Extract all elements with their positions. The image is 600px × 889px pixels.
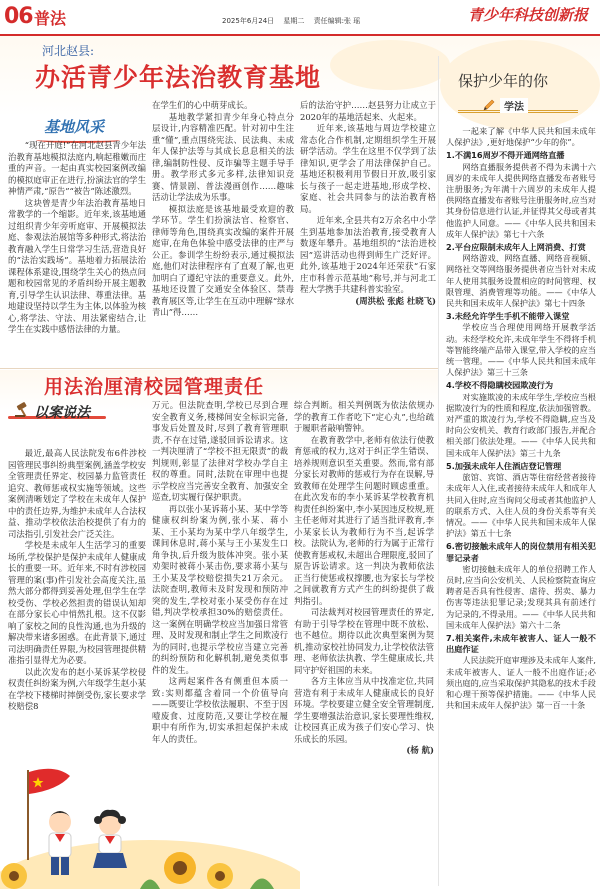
- law-item-text: 旅馆、宾馆、酒店等住宿经营者接待未成年人入住,或者接待未成年人和成年人共同入住时,应当询问父母或者其他监护人的联系方式、入住人员的身份关系等有关情况。——《中华人民共和国未成年人保护法》第五十七条: [446, 472, 596, 539]
- page-number: 06: [4, 4, 33, 29]
- paragraph: 近年来,全县共有2万余名中小学生到基地参加法治教育,接受教育人数逐年攀升。基地组织的“法治进校园”巡讲活动也得到师生广泛好评。此外,该基地于2024年还荣获“石家庄市科普示范基地”称号,并与河北工程大学携手共建科普实验室。: [300, 215, 436, 294]
- sidebar-kicker-label: 学法: [500, 98, 528, 113]
- page-header: [0, 0, 600, 38]
- paragraph: 各方主体应当从中找准定位,共同营造有利于未成年人健康成长的良好环境。学校要建立健全安全管理制度,学生要增强法治意识,家长要理性维权,让校园真正成为孩子们安心学习、快乐成长的乐园。: [294, 676, 434, 744]
- paragraph: 综合判断。相关判例既为依法依规办学的教育工作者吃下“定心丸”,也给疏于履职者敲响警钟。: [294, 400, 434, 433]
- sidebar-intro: 一起来了解《中华人民共和国未成年人保护法》,更好地保护“少年的你”。: [446, 126, 596, 148]
- law-item: [446, 150, 596, 240]
- base-showcase-subheading: [44, 116, 104, 137]
- paragraph: 这块曾是青少年法治教育基地日常教学的一个缩影。近年来,该基地通过组织青少年旁听庭审、开展模拟法庭、参观法治展馆等多种形式,将法治教育融入学生日常学习生活,营造良好的“法治实践场”。基地着力拓展法治课程体系建设,围绕学生关心的热点问题和校园常见的矛盾纠纷开展主题教育,引导学生认识法律、尊重法律。基地建设坚持以学生为主体,以体验为核心,将学法、守法、用法紧密结合,让学生在实践中感悟法律的力量。: [8, 197, 146, 334]
- paragraph: 学校是未成年人生活学习的重要场所,学校保护是保护未成年人健康成长的重要一环。近年来,不时有涉校园管理的案(事)件引发社会高度关注,虽然大部分都得到妥善处理,但学生在学校受伤、学校必然担责的错误认知却在部分家长心中悄然扎根。这不仅影响了家校之间的良性沟通,也为升级的解决带来诸多困惑。在此背景下,通过司法明确责任界限,为校园管理提供精准指引显得尤为必要。: [8, 540, 146, 665]
- top-story-column-1: [8, 140, 146, 366]
- byline: (周洪松 张彪 杜晓飞): [355, 295, 436, 306]
- pen-icon: [482, 98, 496, 112]
- paragraph: 最近,最高人民法院发布6件涉校园管理民事纠纷典型案例,涵盖学校安全管理责任界定、校园暴力监管责任追究、教师惩戒权实施等领域。这些案例清晰划定了学校在未成年人保护中的责任边界,为维护未成年人合法权益、推动学校依法治校提供了有力的司法指引,引发社会广泛关注。: [8, 448, 146, 539]
- paragraph: 近年来,该基地与周边学校建立常态化合作机制,定期组织学生开展研学活动。学生在这里不仅学到了法律知识,更学会了用法律保护自己。基地还积极利用节假日开放,吸引家长与孩子一起走进基地,形成学校、家庭、社会共同参与的法治教育格局。: [300, 123, 436, 214]
- law-item: [446, 311, 596, 378]
- paragraph: 模拟法庭是该基地最受欢迎的教学环节。学生们扮演法官、检察官、律师等角色,围绕真实改编的案件开展庭审,在角色体验中感受法律的庄严与公正。参训学生纷纷表示,通过模拟法庭,他们对法律程序有了直观了解,也更加明白了遵纪守法的重要意义。此外,基地还设置了交通安全体验区、禁毒教育展区等,让学生在互动中理解“绿水青山”得……: [152, 203, 294, 317]
- law-item: [446, 633, 596, 711]
- paragraph: 在教育教学中,老师有依法行使教育惩戒的权力,这对于纠正学生错误、培养规则意识至关重要。然而,常有部分家长对教师的惩戒行为存在误解,导致教师在处理学生问题时顾虑重重。在此次发布的李小某诉某学校教育机构责任纠纷案中,李小某因违反校规,班主任老师对其进行了适当批评教育,李小某家长认为教师行为不当,起诉学校。法院认为,老师的行为属于正常行使教育惩戒权,未超出合理限度,驳回了原告诉讼请求。这一判决为教师依法正当行使惩戒权撑腰,也为家长与学校之间就教育方式产生的纠纷提供了裁判指引。: [294, 434, 434, 606]
- law-item-text: 网络游戏、网络直播、网络音视频、网络社交等网络服务提供者应当针对未成年人使用其服务设置相应的时间管理、权限管理、消费管理等功能。——《中华人民共和国未成年人保护法》第七十四条: [446, 253, 596, 309]
- paragraph: 这两起案件各有侧重但本质一致:实则都蕴含着同一个价值导向——既要让学校依法履职、不至于因噎废食、过度防范,又要让学校在履职中有所作为,切实承担起保护未成年人的责任。: [152, 676, 288, 744]
- lower-story-column-1: [8, 448, 146, 753]
- top-story-headline: 办活青少年法治教育基地: [35, 63, 322, 92]
- law-item-text: 网络直播服务提供者不得为未满十六周岁的未成年人提供网络直播发布者账号注册服务;为年满十六周岁的未成年人提供网络直播发布者账号注册服务时,应当对其身份信息进行认证,并征得其父母或者其他监护人同意。——《中华人民共和国未成年人保护法》第七十六条: [446, 161, 596, 239]
- law-item-text: 学校应当合理使用网络开展教学活动。未经学校允许,未成年学生不得将手机等智能终端产品带入课堂,带入学校的应当统一管理。——《中华人民共和国未成年人保护法》第三十三条: [446, 322, 596, 378]
- paragraph: 后的法治守护……赵县努力让成立于2020年的基地活起来、火起来。: [300, 100, 436, 122]
- paper-name: 青少年科技创新报: [467, 6, 588, 24]
- sunflower-icon: [1, 863, 27, 889]
- sidebar-body: [446, 126, 596, 878]
- paragraph: 基地教学紧扣青少年身心特点分层设计,内容精准匹配。针对初中生注重“懂”,重点围绕宪法、民法典、未成年人保护法等与其成长息息相关的法律,编制防性侵、反诈骗等主题手导手册。教学形式多元多样,法律知识竞赛、情景剧、普法漫画创作……趣味活动让学法成为乐事。: [152, 111, 294, 202]
- section-name: 普法: [34, 9, 67, 28]
- paragraph: 以此次发布的赵小某诉某学校侵权责任纠纷案为例,六年级学生赵小某在学校下楼梯时摔倒受伤,家长要求学校赔偿8: [8, 666, 146, 711]
- law-item-title: 6.密切接触未成年人的岗位禁用有相关犯罪记录者: [446, 541, 596, 563]
- sidebar-title: 保护少年的你: [458, 72, 549, 90]
- sidebar: [440, 60, 600, 889]
- top-story-kicker: 河北赵县:: [42, 44, 95, 58]
- girl-skirt: [93, 853, 127, 868]
- lower-story-headline: 用法治厘清校园管理责任: [44, 376, 265, 398]
- law-item: [446, 461, 596, 539]
- editor-credit: 责任编辑:张 瑶: [313, 17, 361, 25]
- law-item: [446, 380, 596, 458]
- law-item: [446, 541, 596, 631]
- issue-date: 2025年6月24日: [222, 17, 275, 25]
- sidebar-kicker: [458, 98, 578, 118]
- section-divider: [0, 368, 438, 369]
- law-item-title: 1.不满16周岁不得开通网络直播: [446, 150, 565, 161]
- header-meta: [222, 16, 367, 26]
- paragraph: 司法裁判对校园管理责任的界定,有助于引导学校在管理中既不放松、也不越位。期待以此次典型案例为契机,推动家校社协同发力,让学校依法管理、老师依法执教、学生健康成长,共同守护好祖国的未来。: [294, 607, 434, 675]
- law-item: [446, 242, 596, 309]
- law-item-title: 7.相关案件,未成年被害人、证人一般不出庭作证: [446, 632, 596, 655]
- gavel-icon: [14, 402, 32, 418]
- cloud-decoration: [330, 40, 450, 90]
- law-item-title: 5.加强未成年人住酒店登记管理: [446, 460, 562, 471]
- lower-story-column-3: [294, 400, 434, 878]
- lower-story-kicker: [8, 402, 106, 424]
- students-flag-illustration: [0, 750, 300, 889]
- sunflower-icon: [164, 852, 196, 884]
- law-item-title: 3.未经允许学生手机不能带入课堂: [446, 311, 570, 322]
- paragraph: 在学生们的心中萌芽成长。: [152, 100, 253, 110]
- paragraph: 万元。但法院查明,学校已尽到合理安全教育义务,楼梯间安全标识完备,事发后处置及时,尽到了教育管理职责,不存在过错,遂驳回诉讼请求。这一判决厘清了“学校不担无限责”的裁判规则,彰显了法律对学校办学自主权的尊重。同时,法院在审理中也提示学校应当完善安全教育、加强安全巡查,切实履行保护职责。: [152, 400, 288, 502]
- law-item-title: 2.平台应限制未成年人上网消费、打赏: [446, 242, 586, 253]
- paragraph: 再以张小某诉蒋小某、某中学等健康权纠纷案为例,张小某、蒋小某、王小某均为某中学八年级学生,课间休息时,蒋小某与王小某发生口角争执,后升级为肢体冲突。张小某劝架时被蒋小某击伤,要求蒋小某与王小某及学校赔偿损失21万余元。法院查明,教师未及时发现和预防冲突的发生,学校对张小某受伤存在过错,判决学校承担30%的赔偿责任。这一案例在明确学校应当加强日常管理、及时发现和制止学生之间欺凌行为的同时,也提示学校应当建立完善的纠纷预防和化解机制,避免类似事件的发生。: [152, 503, 288, 675]
- paragraph: “现在开庭!”在河北赵县青少年法治教育基地模拟法庭内,响起稚嫩而庄重的声音。一起由真实校园案例改编的模拟庭审正在进行,扮演法官的学生神情严肃,“原告”“被告”陈述激烈。: [8, 140, 146, 196]
- boy-leg: [51, 857, 59, 875]
- boy-leg: [61, 857, 69, 875]
- law-item-text: 人民法院开庭审理涉及未成年人案件,未成年被害人、证人一般不出庭作证;必须出庭的,应当采取保护其隐私的技术手段和心理干预等保护措施。——《中华人民共和国未成年人保护法》第一百一十条: [446, 655, 596, 711]
- sunflower-icon: [207, 863, 233, 889]
- lower-story-column-2: [152, 400, 288, 808]
- top-story-column-2: [152, 100, 294, 366]
- byline: (杨 航): [406, 745, 434, 755]
- law-item-title: 4.学校不得隐瞒校园欺凌行为: [446, 380, 554, 391]
- law-item-text: 对实施欺凌的未成年学生,学校应当根据欺凌行为的性质和程度,依法加强管教。对严重的欺凌行为,学校不得隐瞒,应当及时向公安机关、教育行政部门报告,并配合相关部门依法处理。——《中华人民共和国未成年人保护法》第三十九条: [446, 391, 596, 458]
- boy-head: [49, 811, 71, 833]
- subheading-text: 基地风采: [44, 118, 105, 136]
- kicker-label: 以案说法: [34, 405, 90, 421]
- column-divider: [438, 56, 439, 886]
- top-story-column-3: [300, 100, 436, 366]
- law-item-text: 密切接触未成年人的单位招聘工作人员时,应当向公安机关、人民检察院查询应聘者是否具有性侵害、虐待、拐卖、暴力伤害等违法犯罪记录;发现其具有前述行为记录的,不得录用。——《中华人民共和国未成年人保护法》第六十二条: [446, 563, 596, 630]
- issue-weekday: 星期二: [283, 17, 305, 25]
